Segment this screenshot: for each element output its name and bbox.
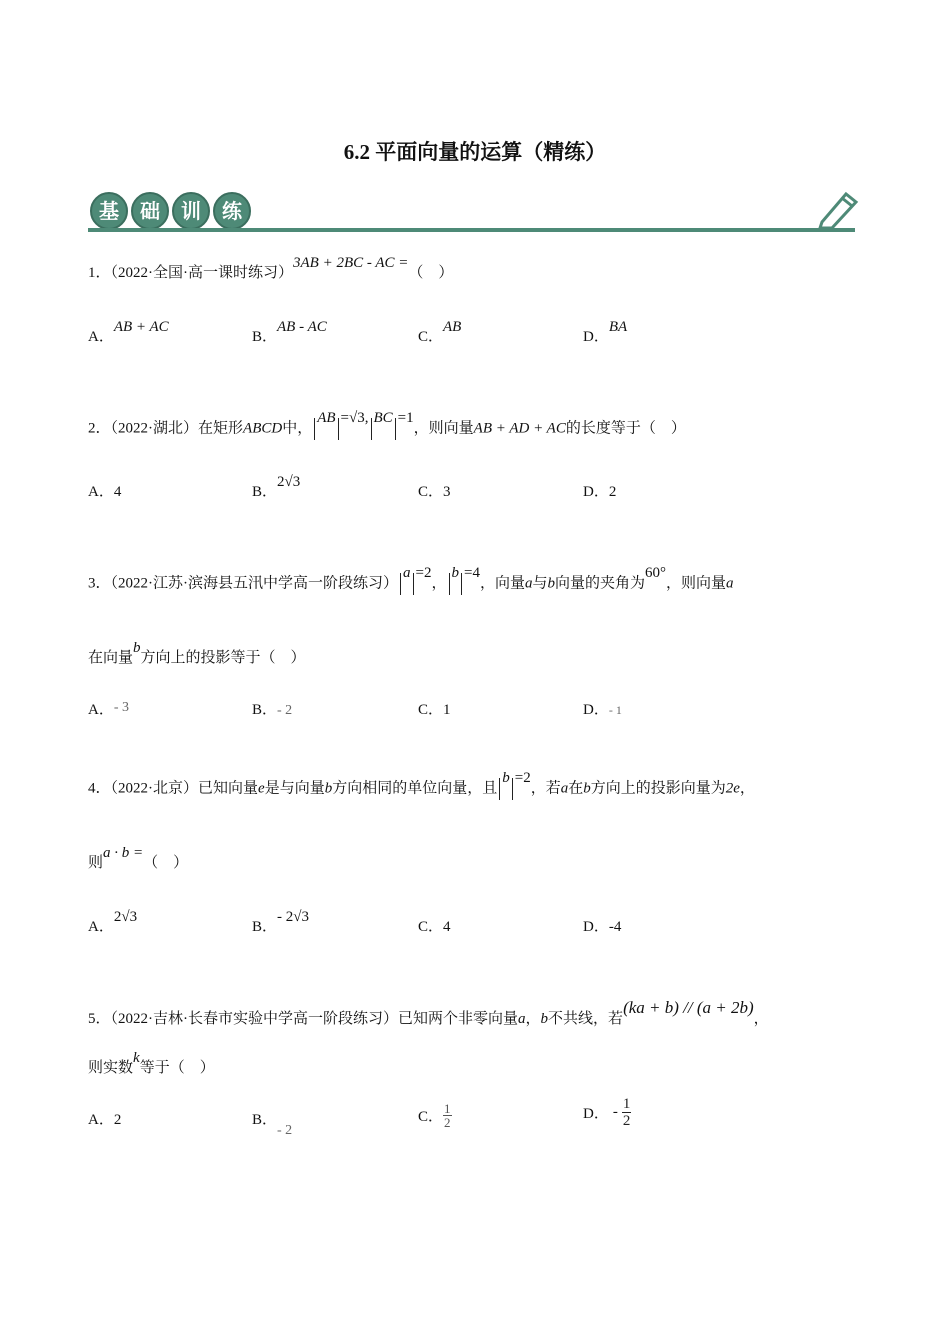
- q4-option-a[interactable]: A．2√3: [88, 909, 138, 935]
- q4-option-c[interactable]: C．4: [418, 919, 451, 935]
- q1-option-c[interactable]: C．AB: [418, 319, 462, 345]
- q4-option-d[interactable]: D．-4: [583, 919, 622, 935]
- q3-option-d[interactable]: D．- 1: [583, 702, 622, 718]
- q5-option-d[interactable]: D． - $\frac{1}{2}$: [583, 1096, 631, 1129]
- question-2: 2．（2022·湖北）在矩形ABCD中，AB =√3, BC =1，则向量AB + AD + AC的长度等于（ ）: [88, 418, 686, 440]
- question-5-line-2: 则实数k等于（ ）: [88, 1050, 215, 1076]
- page-title: 6.2 平面向量的运算（精练）: [343, 140, 607, 164]
- math-expression: 3AB + 2BC - AC =: [293, 255, 409, 271]
- q1-option-a[interactable]: A．AB + AC: [88, 319, 169, 345]
- q2-option-d[interactable]: D．2: [583, 484, 617, 500]
- question-1: [88, 255, 454, 283]
- banner-char-3: 训: [172, 192, 210, 230]
- question-3: 3．（2022·江苏·滨海县五汛中学高一阶段练习）a =2，b =4，向量a与b向量的夹角为60°，则向量a: [88, 573, 734, 595]
- q3-option-c[interactable]: C．1: [418, 702, 451, 718]
- banner-char-2: 础: [131, 192, 169, 230]
- banner-char-4: 练: [213, 192, 251, 230]
- section-banner: [88, 190, 858, 235]
- q5-option-b[interactable]: B．- 2: [252, 1112, 293, 1138]
- banner-rule: [88, 228, 855, 232]
- answer-blank: （ ）: [408, 265, 454, 281]
- question-4-line-2: 则a · b =（ ）: [88, 845, 189, 871]
- q5-option-a[interactable]: A．2: [88, 1112, 122, 1128]
- question-3-line-2: 在向量b方向上的投影等于（ ）: [88, 640, 306, 666]
- q1-option-b[interactable]: B．AB - AC: [252, 319, 327, 345]
- question-number: 1．: [88, 265, 111, 281]
- pencil-icon: [816, 186, 862, 230]
- q4-option-b[interactable]: B．- 2√3: [252, 909, 309, 935]
- q5-option-c[interactable]: C． $\frac{1}{2}$: [418, 1101, 451, 1130]
- q2-option-b[interactable]: B．2√3: [252, 474, 301, 500]
- q2-option-a[interactable]: A．4: [88, 484, 122, 500]
- question-source: （2022·全国·高一课时练习）: [110, 265, 294, 281]
- q2-option-c[interactable]: C．3: [418, 484, 451, 500]
- question-5: 5．（2022·吉林·长春市实验中学高一阶段练习）已知两个非零向量a，b不共线，若(ka + b) // (a + 2b)，: [88, 998, 769, 1027]
- q1-option-d[interactable]: D．BA: [583, 319, 628, 345]
- banner-char-1: 基: [90, 192, 128, 230]
- q3-option-b[interactable]: B．- 2: [252, 702, 293, 718]
- q3-option-a[interactable]: A．- 3: [88, 700, 130, 718]
- question-4: 4．（2022·北京）已知向量e是与向量b方向相同的单位向量，且b =2，若a在b方向上的投影向量为2e，: [88, 778, 755, 800]
